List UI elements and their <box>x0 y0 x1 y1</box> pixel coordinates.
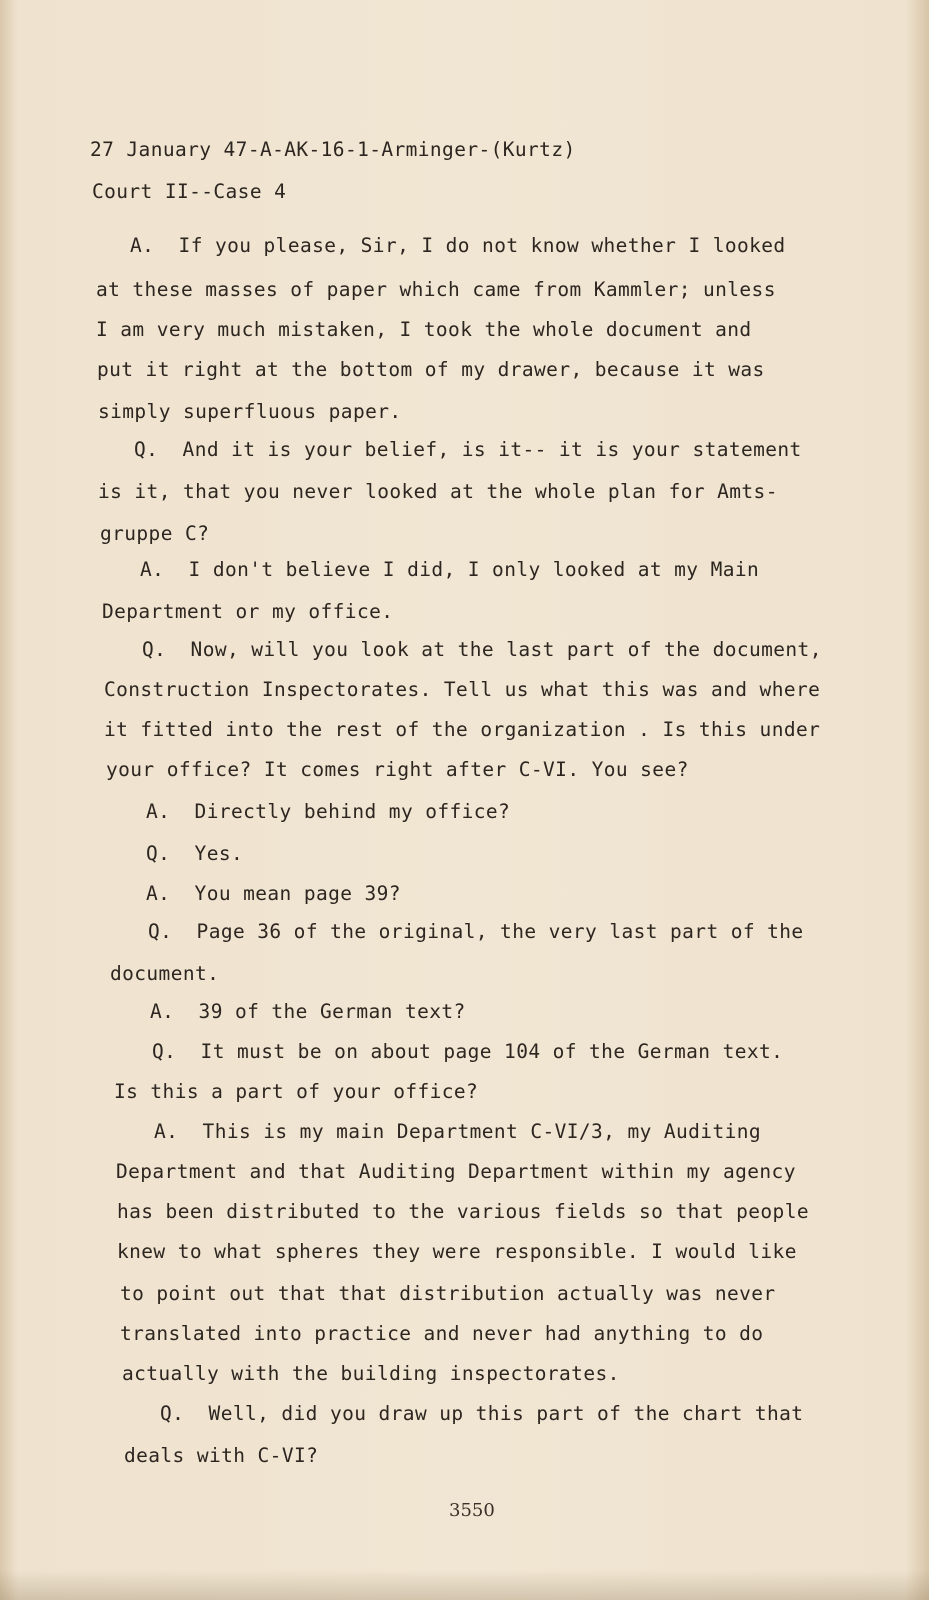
transcript-line: Q. Well, did you draw up this part of the chart that <box>160 1402 804 1425</box>
transcript-line: A. This is my main Department C-VI/3, my Auditing <box>154 1120 761 1143</box>
transcript-line: Q. Page 36 of the original, the very last part of the <box>148 920 804 943</box>
header-court: Court II--Case 4 <box>92 180 287 203</box>
transcript-line: it fitted into the rest of the organization . Is this under <box>104 718 821 741</box>
transcript-line: I am very much mistaken, I took the whole document and <box>96 318 752 341</box>
transcript-line: Department and that Auditing Department within my agency <box>116 1160 796 1183</box>
transcript-line: deals with C-VI? <box>124 1444 319 1467</box>
transcript-line: Q. It must be on about page 104 of the German text. <box>152 1040 784 1063</box>
page-edge-shadow <box>0 1570 929 1600</box>
transcript-line: Construction Inspectorates. Tell us what this was and where <box>104 678 821 701</box>
transcript-line: at these masses of paper which came from Kammler; unless <box>96 278 776 301</box>
transcript-line: put it right at the bottom of my drawer, because it was <box>97 358 765 381</box>
transcript-line: A. Directly behind my office? <box>146 800 511 823</box>
transcript-line: knew to what spheres they were responsible. I would like <box>117 1240 797 1263</box>
transcript-line: Q. Yes. <box>146 842 244 865</box>
transcript-line: Q. And it is your belief, is it-- it is your statement <box>134 438 802 461</box>
transcript-line: Is this a part of your office? <box>114 1080 479 1103</box>
transcript-line: Department or my office. <box>102 600 394 623</box>
transcript-line: document. <box>110 962 220 985</box>
transcript-line: to point out that that distribution actually was never <box>120 1282 776 1305</box>
page-number: 3550 <box>449 1500 495 1521</box>
transcript-line: your office? It comes right after C-VI. You see? <box>106 758 689 781</box>
transcript-line: has been distributed to the various fields so that people <box>117 1200 809 1223</box>
transcript-line: actually with the building inspectorates. <box>122 1362 620 1385</box>
transcript-line: Q. Now, will you look at the last part of the document, <box>142 638 822 661</box>
transcript-line: A. 39 of the German text? <box>150 1000 466 1023</box>
transcript-line: is it, that you never looked at the whole plan for Amts- <box>98 480 778 503</box>
transcript-line: A. You mean page 39? <box>146 882 401 905</box>
transcript-line: translated into practice and never had anything to do <box>120 1322 764 1345</box>
transcript-line: gruppe C? <box>100 522 210 545</box>
transcript-line: simply superfluous paper. <box>98 400 402 423</box>
header-title: 27 January 47-A-AK-16-1-Arminger-(Kurtz) <box>90 138 576 161</box>
transcript-line: A. If you please, Sir, I do not know whether I looked <box>130 234 786 257</box>
transcript-line: A. I don't believe I did, I only looked at my Main <box>140 558 760 581</box>
